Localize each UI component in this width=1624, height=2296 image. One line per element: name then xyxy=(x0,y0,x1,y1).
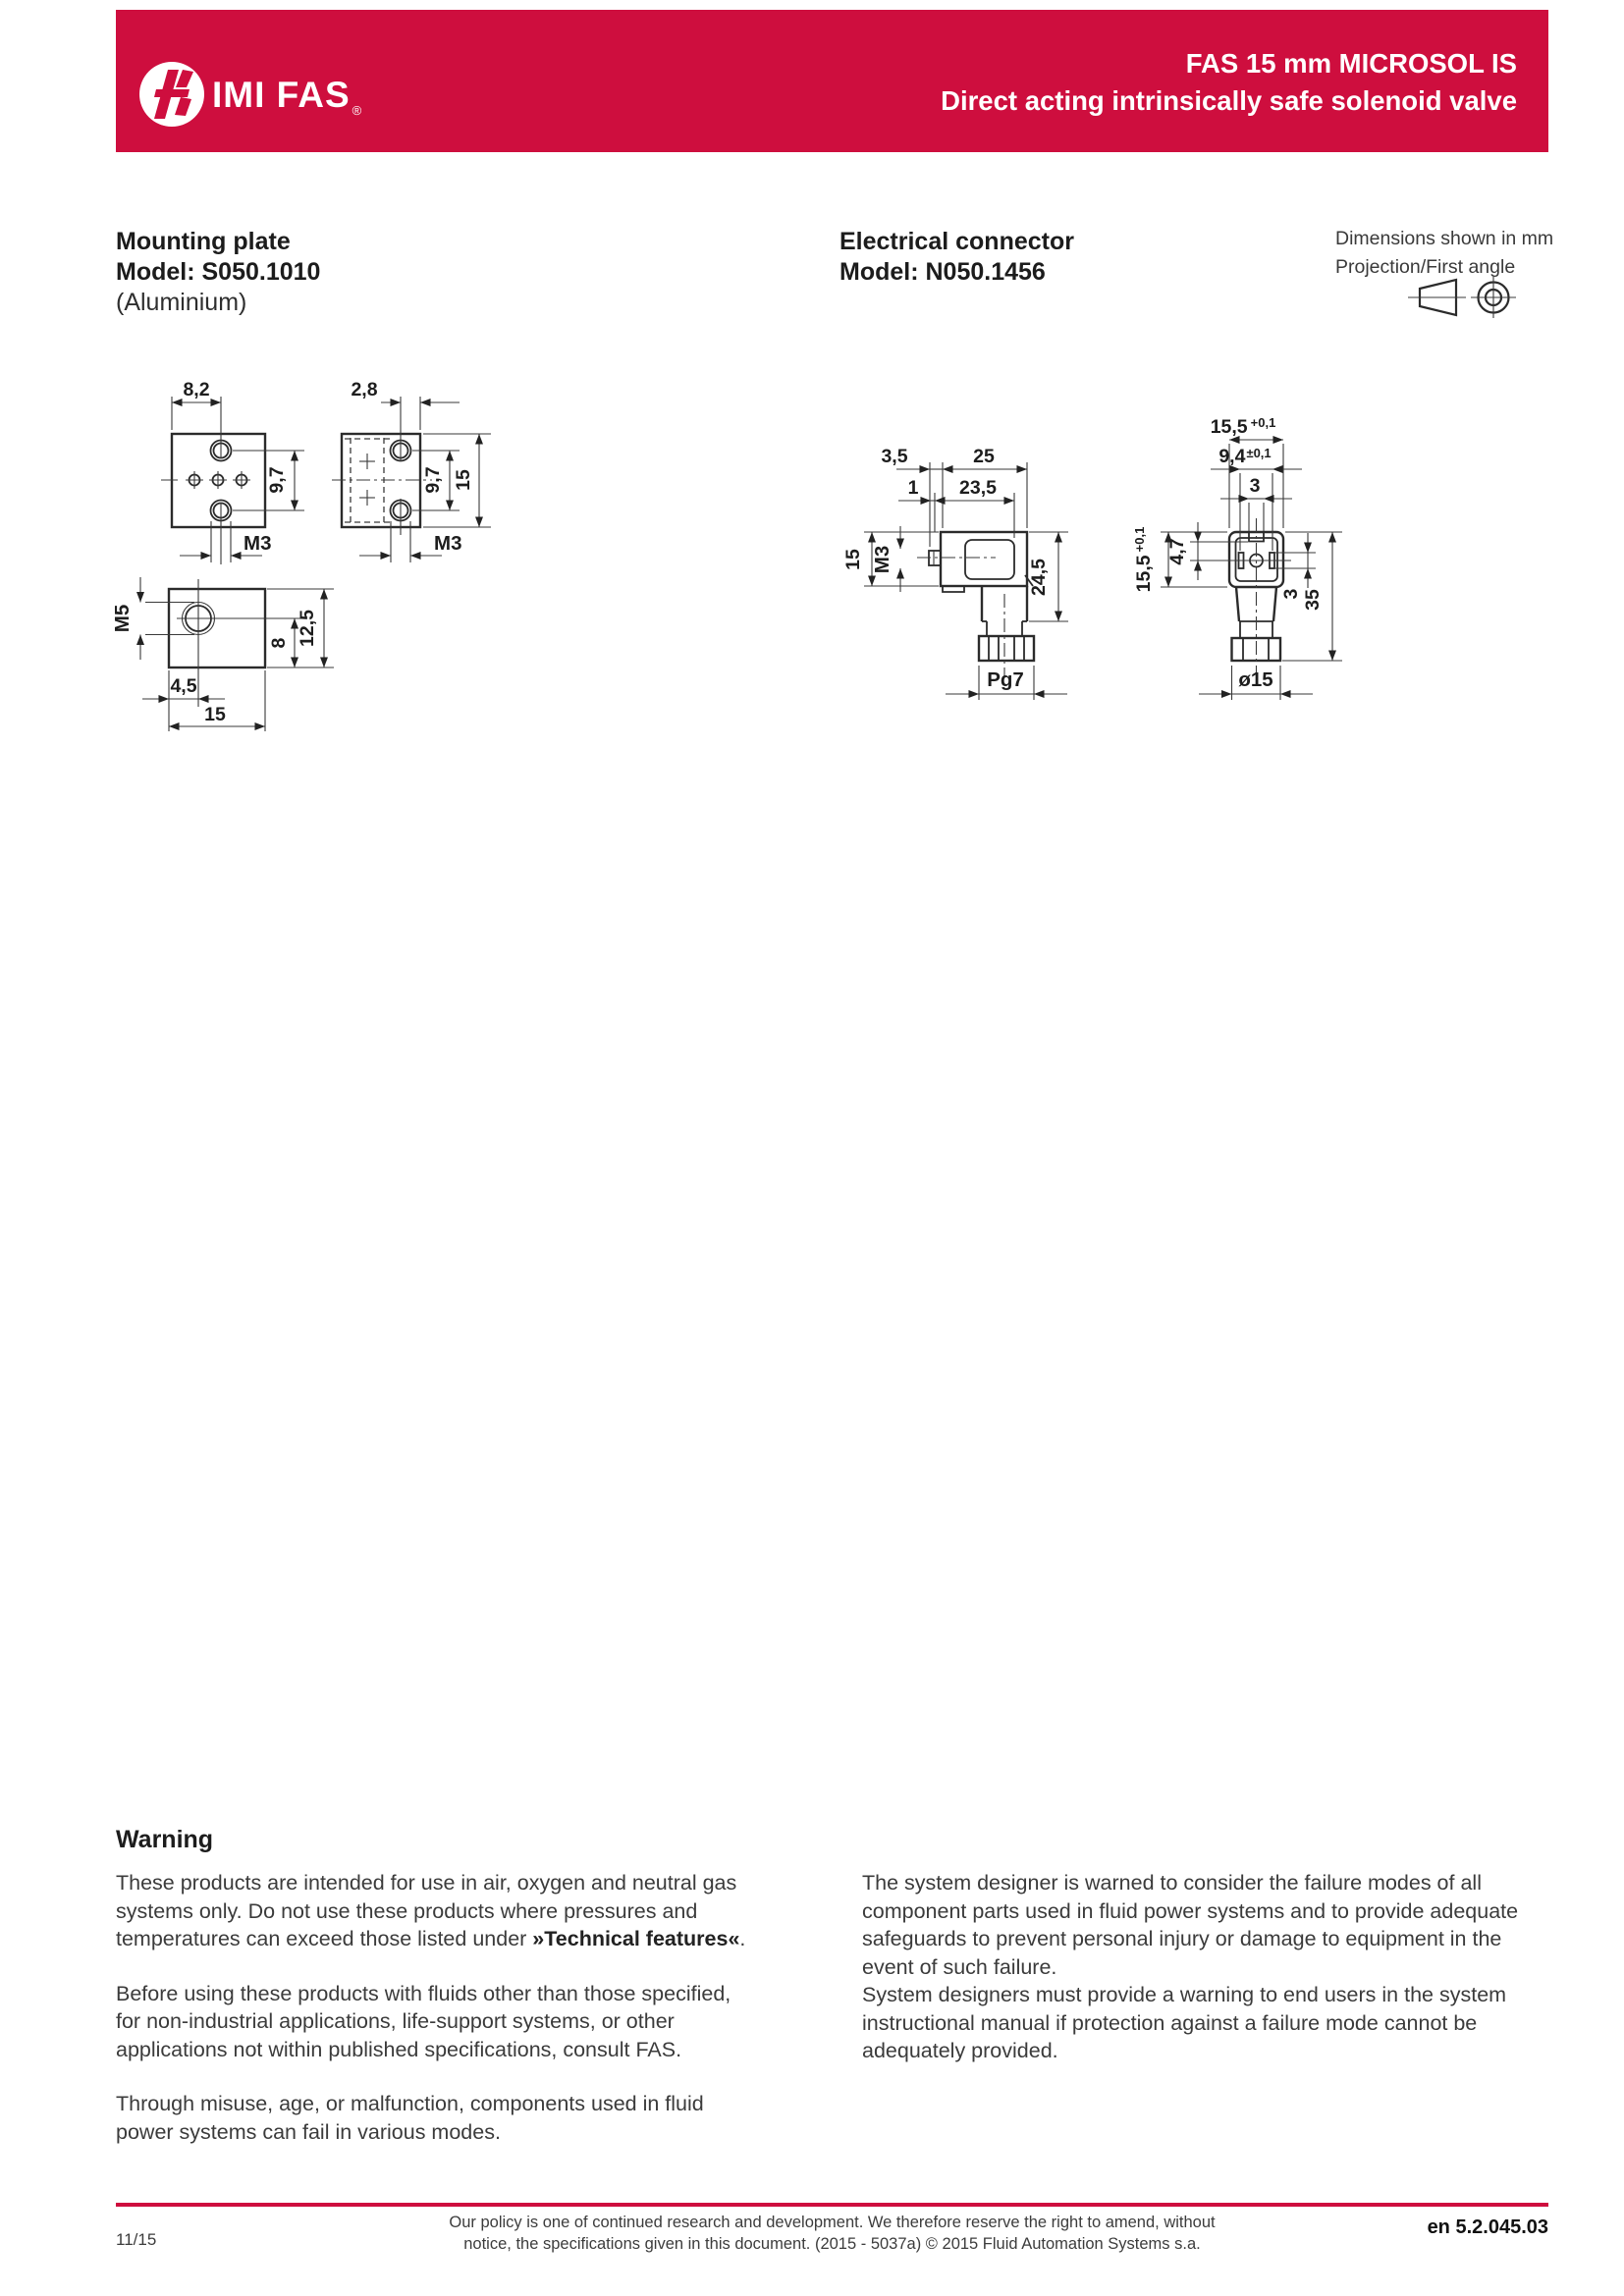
first-angle-projection-icon xyxy=(1402,276,1528,323)
connector-heading xyxy=(839,227,1074,288)
warning-right-column xyxy=(862,1869,1528,2065)
warning-paragraph-2: Before using these products with fluids other than those specified, for non-industrial applications, life-support systems, or other applications not within published specifications, consult FAS. xyxy=(116,1981,731,2061)
document-title xyxy=(941,45,1517,120)
dim-side-height: 12,5 xyxy=(297,610,318,647)
dim-gland-diameter: ø15 xyxy=(1238,668,1273,691)
dim-face-gap: 1 xyxy=(907,477,919,499)
footer-policy-line-2: notice, the specifications given in this document. (2015 - 5037a) © 2015 Fluid Automation Systems s.a. xyxy=(463,2235,1201,2253)
dim-thread: M3 xyxy=(244,532,272,555)
warning-p1-end: . xyxy=(739,1927,746,1950)
mounting-plate-drawing xyxy=(108,373,697,756)
dim-total-height: 35 xyxy=(1302,589,1324,611)
dim-front-width xyxy=(1211,415,1276,438)
plate-side-plan-view xyxy=(332,379,491,562)
dim-screw-thread: M3 xyxy=(871,545,893,574)
connector-title: Electrical connector xyxy=(839,228,1074,255)
brand-text xyxy=(212,75,362,118)
title-line-1: FAS 15 mm MICROSOL IS xyxy=(1185,48,1517,79)
dim-hole-offset: 8,2 xyxy=(183,379,210,400)
dim-port-thread: M5 xyxy=(111,604,134,633)
footer-divider xyxy=(116,2203,1548,2207)
dim-slot-height: 3 xyxy=(1280,588,1302,600)
dim-side-pitch: 9,7 xyxy=(422,466,444,494)
dim-front-height-tol: +0,1 xyxy=(1132,526,1147,553)
dim-notch-width: 3 xyxy=(1249,475,1261,497)
dim-side-thread: M3 xyxy=(434,532,462,555)
projection-note: Projection/First angle xyxy=(1335,256,1516,278)
dim-contact-pitch-tol: ±0,1 xyxy=(1246,446,1272,460)
dim-port-offset: 4,5 xyxy=(170,675,197,697)
warning-paragraph-4: The system designer is warned to consider the failure modes of all component parts used in fluid power systems and to provide adequate safeguards to prevent personal injury or damage to equipment in the event of such failure. xyxy=(862,1871,1519,1979)
connector-side-view xyxy=(842,446,1068,700)
dim-cable-gland: Pg7 xyxy=(987,668,1024,691)
dim-plate-height: 15 xyxy=(453,469,474,491)
plate-front-view xyxy=(111,577,334,731)
dim-contact-offset: 4,7 xyxy=(1166,538,1188,565)
brand-name: IMI FAS xyxy=(212,75,351,115)
dim-front-height xyxy=(1132,527,1155,593)
drawing-notes xyxy=(1335,225,1553,282)
mounting-plate-heading xyxy=(116,227,320,318)
dim-port-center: 8 xyxy=(268,637,290,649)
warning-paragraph-1 xyxy=(116,1869,759,1953)
dim-inner-width: 23,5 xyxy=(959,477,997,499)
footer-policy xyxy=(116,2212,1548,2255)
warning-paragraph-5: System designers must provide a warning to end users in the system instructional manual if protection against a failure mode cannot be adequately provided. xyxy=(862,1983,1507,2062)
imi-logo-icon xyxy=(135,57,209,132)
dim-front-width-tol: +0,1 xyxy=(1250,415,1276,430)
warning-p1-text: These products are intended for use in air, oxygen and neutral gas systems only. Do not use these products where pressures and temperatures can exceed those listed under xyxy=(116,1871,737,1950)
warning-title: Warning xyxy=(116,1826,214,1853)
dim-body-width: 25 xyxy=(973,446,995,467)
mounting-plate-title: Mounting plate xyxy=(116,228,291,255)
document-code: en 5.2.045.03 xyxy=(1427,2216,1548,2238)
connector-drawing xyxy=(835,412,1384,707)
footer-policy-line-1: Our policy is one of continued research and development. We therefore reserve the right to amend, without xyxy=(449,2214,1216,2231)
dim-screw-protrusion: 3,5 xyxy=(881,446,908,467)
dim-face-height: 15 xyxy=(842,549,864,570)
header-banner xyxy=(116,10,1548,152)
page-number: 11/15 xyxy=(116,2230,157,2249)
connector-front-view xyxy=(1132,415,1342,700)
dim-side-offset: 2,8 xyxy=(351,379,378,400)
connector-model: Model: N050.1456 xyxy=(839,258,1046,286)
title-line-2: Direct acting intrinsically safe solenoid valve xyxy=(941,85,1517,116)
dim-front-width-value: 15,5 xyxy=(1210,416,1248,438)
dim-front-height-value: 15,5 xyxy=(1133,555,1155,593)
dim-contact-pitch-value: 9,4 xyxy=(1218,446,1246,467)
warning-left-column xyxy=(116,1869,759,2146)
plate-plan-view xyxy=(161,379,304,564)
warning-paragraph-3: Through misuse, age, or malfunction, components used in fluid power systems can fail in various modes. xyxy=(116,2092,704,2144)
warning-p1-reference: »Technical features« xyxy=(532,1927,740,1950)
dim-plate-width: 15 xyxy=(204,704,226,725)
registered-mark: ® xyxy=(352,103,363,118)
units-note: Dimensions shown in mm xyxy=(1335,228,1554,249)
dim-contact-pitch xyxy=(1218,446,1271,467)
mounting-plate-material: (Aluminium) xyxy=(116,289,247,316)
dim-hole-pitch: 9,7 xyxy=(266,466,288,494)
dim-body-height: 24,5 xyxy=(1028,559,1050,596)
mounting-plate-model: Model: S050.1010 xyxy=(116,258,321,286)
